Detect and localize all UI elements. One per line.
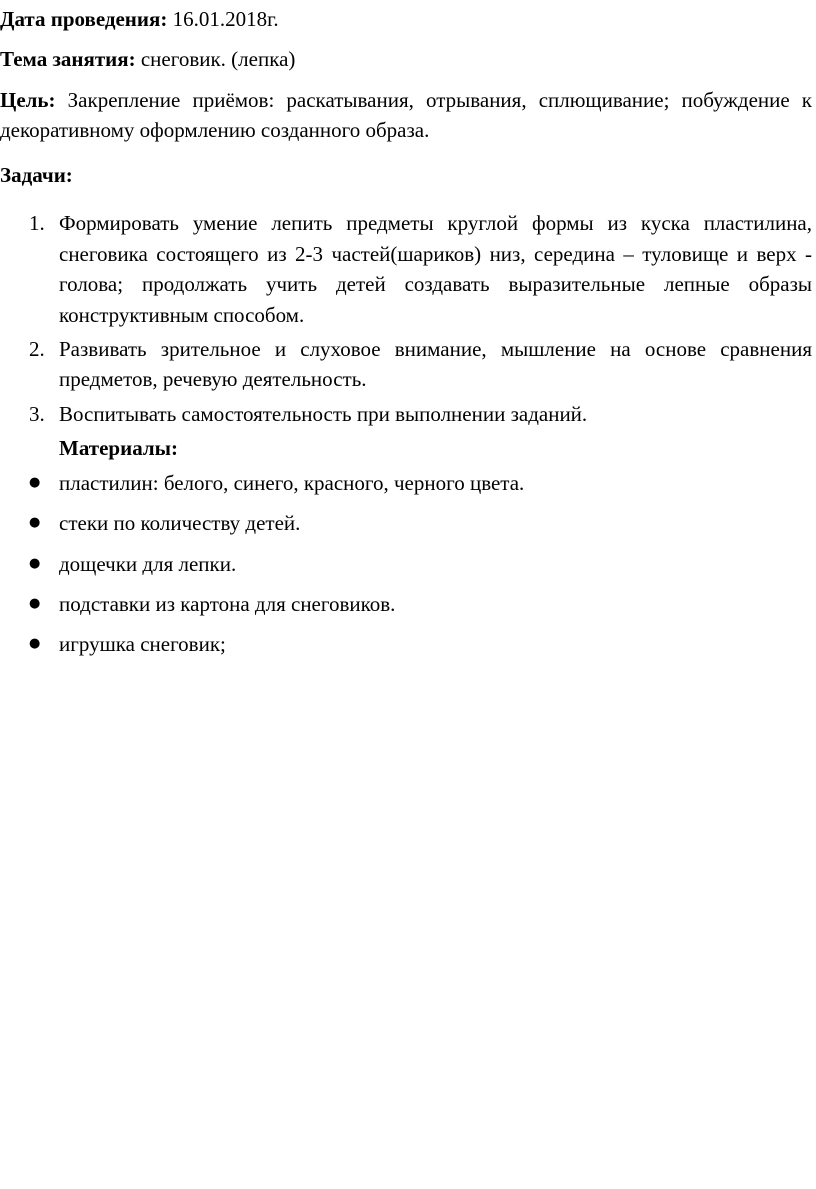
material-item bbox=[0, 468, 812, 498]
material-text: подставки из картона для снеговиков. bbox=[59, 592, 396, 616]
materials-title: Материалы: bbox=[59, 436, 179, 461]
task-number: 1. bbox=[29, 211, 45, 236]
task-text: Формировать умение лепить предметы круглой формы из куска пластилина, снеговика состоящего из 2-3 частей(шариков) низ, середина – туловище и верх - голова; продолжать учить детей создавать выразительные лепные образы конструктивным способом. bbox=[59, 211, 812, 327]
topic-value: снеговик. (лепка) bbox=[135, 47, 296, 72]
goal-text: Закрепление приёмов: раскатывания, отрывания, сплющивание; побуждение к декоративному оформлению созданного образа. bbox=[0, 87, 812, 143]
goal-label: Цель: bbox=[0, 87, 56, 112]
material-text: дощечки для лепки. bbox=[59, 551, 237, 576]
topic-line bbox=[0, 44, 812, 74]
bullet-icon: ● bbox=[29, 596, 41, 611]
task-item bbox=[0, 334, 812, 395]
tasks-title: Задачи: bbox=[0, 162, 73, 187]
bullet-icon: ● bbox=[29, 636, 41, 652]
task-item bbox=[0, 208, 812, 330]
material-text: игрушка снеговик; bbox=[59, 632, 226, 657]
material-text: стеки по количеству детей. bbox=[59, 511, 301, 536]
bullet-icon: ● bbox=[29, 515, 41, 531]
material-text: пластилин: белого, синего, красного, черного цвета. bbox=[59, 470, 525, 495]
task-number: 3. bbox=[29, 401, 45, 426]
task-number: 2. bbox=[29, 336, 45, 361]
material-item bbox=[0, 589, 812, 619]
date-line bbox=[0, 4, 812, 34]
material-item bbox=[0, 549, 812, 579]
tasks-list bbox=[0, 208, 812, 429]
date-value: 16.01.2018г. bbox=[167, 7, 279, 31]
materials-list bbox=[0, 468, 812, 660]
date-label: Дата проведения: bbox=[0, 7, 168, 31]
bullet-icon: ● bbox=[29, 555, 41, 571]
bullet-icon: ● bbox=[29, 474, 41, 490]
topic-label: Тема занятия: bbox=[0, 47, 136, 72]
task-text: Развивать зрительное и слуховое внимание, мышление на основе сравнения предметов, речевую деятельность. bbox=[59, 336, 812, 392]
material-item bbox=[0, 629, 812, 659]
task-item bbox=[0, 399, 812, 429]
task-text: Воспитывать самостоятельность при выполнении заданий. bbox=[59, 401, 588, 426]
material-item bbox=[0, 508, 812, 538]
goal-paragraph bbox=[0, 85, 812, 146]
